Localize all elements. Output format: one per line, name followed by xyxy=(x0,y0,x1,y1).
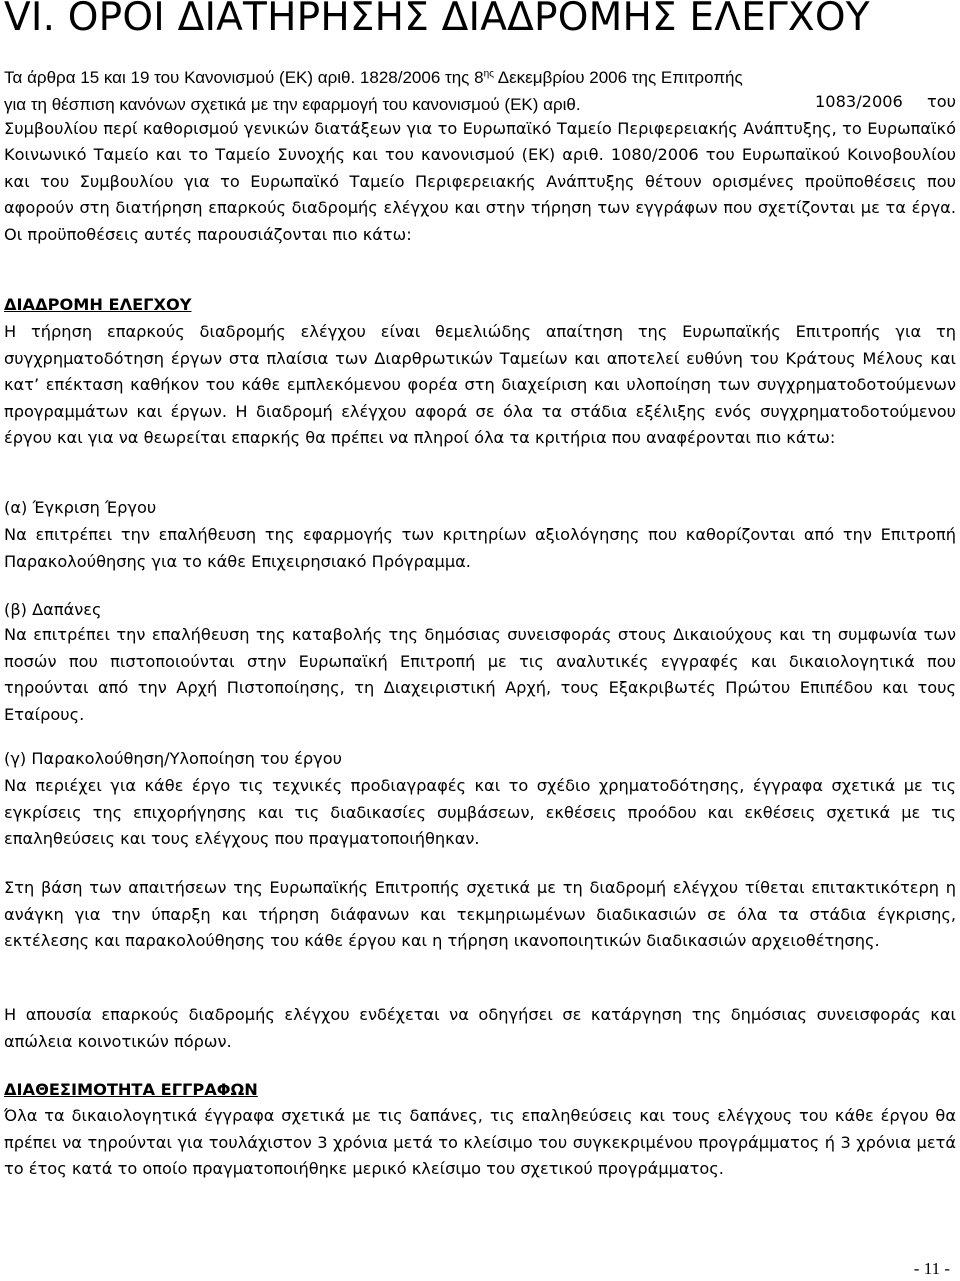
intro-line-1 xyxy=(4,67,743,89)
documents-availability-heading: ΔΙΑΘΕΣΙΜΟΤΗΤΑ ΕΓΓΡΑΦΩΝ xyxy=(4,1080,258,1099)
audit-trail-heading: ΔΙΑΔΡΟΜΗ ΕΛΕΓΧΟΥ xyxy=(4,295,192,314)
intro-line-1-start: Τα άρθρα 15 και 19 του Κανονισμού (ΕΚ) αριθ. 1828/2006 της 8 xyxy=(4,68,484,87)
absence-paragraph: Η απουσία επαρκούς διαδρομής ελέγχου ενδέχεται να οδηγήσει σε κατάργηση της δημόσιας συνεισφοράς και απώλεια κοινοτικών πόρων. xyxy=(4,1005,956,1051)
page-number: - 11 - xyxy=(913,1259,950,1278)
documents-availability-body: Όλα τα δικαιολογητικά έγγραφα σχετικά με τις δαπάνες, τις επαληθεύσεις και τους ελέγχους του κάθε έργου θα πρέπει να τηρούνται για τουλάχιστον 3 χρόνια μετά το κλείσιμο του συγκεκριμένου προγράμματος ή 3 χρόνια μετά το έτος κατά το οποίο πραγματοποιήθηκε μερικό κλείσιμο του σχετικού προγράμματος. xyxy=(4,1106,956,1179)
criterion-b-label: (β) Δαπάνες xyxy=(4,600,102,619)
criterion-c-text: Να περιέχει για κάθε έργο τις τεχνικές προδιαγραφές και το σχέδιο χρηματοδότησης, έγγραφα σχετικά με τις εγκρίσεις της επιχορήγησης και τις διαδικασίες συμβάσεων, εκθέσεις προόδου και εκθέσεις σχετικά με τις επαληθεύσεις και τους ελέγχους που πραγματοποιήθηκαν. xyxy=(4,776,956,849)
ordinal-superscript: ης xyxy=(483,68,494,80)
section-title: VI. ΟΡΟΙ ΔΙΑΤΗΡΗΣΗΣ ΔΙΑΔΡΟΜΗΣ ΕΛΕΓΧΟΥ xyxy=(4,0,870,40)
audit-trail-body: Η τήρηση επαρκούς διαδρομής ελέγχου είναι θεμελιώδης απαίτηση της Ευρωπαϊκής Επιτροπής για τη συγχρηματοδότηση έργων στα πλαίσια των Διαρθρωτικών Ταμείων και αποτελεί ευθύνη του Κράτους Μέλους και κατ’ επέκταση καθήκον του κάθε εμπλεκόμενου φορέα στη διαχείριση και υλοποίηση των συγχρηματοδοτούμενων προγραμμάτων και έργων. Η διαδρομή ελέγχου αφορά σε όλα τα στάδια εξέλιξης ενός συγχρηματοδοτούμενου έργου και για να θεωρείται επαρκής θα πρέπει να πληροί όλα τα κριτήρια που αναφέρονται πιο κάτω: xyxy=(4,322,956,448)
criterion-b-text: Να επιτρέπει την επαλήθευση της καταβολής της δημόσιας συνεισφοράς στους Δικαιούχους και τη συμφωνία των ποσών που πιστοποιούνται στην Ευρωπαϊκή Επιτροπή με τις αναλυτικές εγγραφές και δικαιολογητικά που τηρούνται από την Αρχή Πιστοποίησης, τη Διαχειριστική Αρχή, τους Εξακριβωτές Πρώτου Επιπέδου και τους Εταίρους. xyxy=(4,625,956,724)
criterion-a-label: (α) Έγκριση Έργου xyxy=(4,498,157,517)
intro-line-2: για τη θέσπιση κανόνων σχετικά με την εφαρμογή του κανονισμού (ΕΚ) αριθ. xyxy=(4,95,581,114)
commission-paragraph: Στη βάση των απαιτήσεων της Ευρωπαϊκής Επιτροπής σχετικά με τη διαδρομή ελέγχου τίθεται επιτακτικότερη η ανάγκη για την ύπαρξη και τήρηση διάφανων και τεκμηριωμένων διαδικασιών σε όλα τα στάδια έγκρισης, εκτέλεσης και παρακολούθησης του κάθε έργου και η τήρηση ικανοποιητικών διαδικασιών αρχειοθέτησης. xyxy=(4,878,956,951)
criterion-c-label: (γ) Παρακολούθηση/Υλοποίηση του έργου xyxy=(4,749,343,768)
criterion-a-text: Να επιτρέπει την επαλήθευση της εφαρμογής των κριτηρίων αξιολόγησης που καθορίζονται από την Επιτροπή Παρακολούθησης για το κάθε Επιχειρησιακό Πρόγραμμα. xyxy=(4,525,956,571)
intro-line-1-end: Δεκεμβρίου 2006 της Επιτροπής xyxy=(493,68,743,87)
intro-paragraph: 1083/2006 του Συμβουλίου περί καθορισμού γενικών διατάξεων για το Ευρωπαϊκό Ταμείο Περιφερειακής Ανάπτυξης, το Ευρωπαϊκό Κοινωνικό Ταμείο και το Ταμείο Συνοχής και του κανονισμού (ΕΚ) αριθ. 1080/2006 του Ευρωπαϊκού Κοινοβουλίου και του Συμβουλίου για το Ευρωπαϊκό Ταμείο Περιφερειακής Ανάπτυξης θέτουν ορισμένες προϋποθέσεις που αφορούν στη διατήρηση επαρκούς διαδρομής ελέγχου και στην τήρηση των εγγράφων που σχετίζονται με τα έργα. Οι προϋποθέσεις αυτές παρουσιάζονται πιο κάτω: xyxy=(4,92,956,244)
